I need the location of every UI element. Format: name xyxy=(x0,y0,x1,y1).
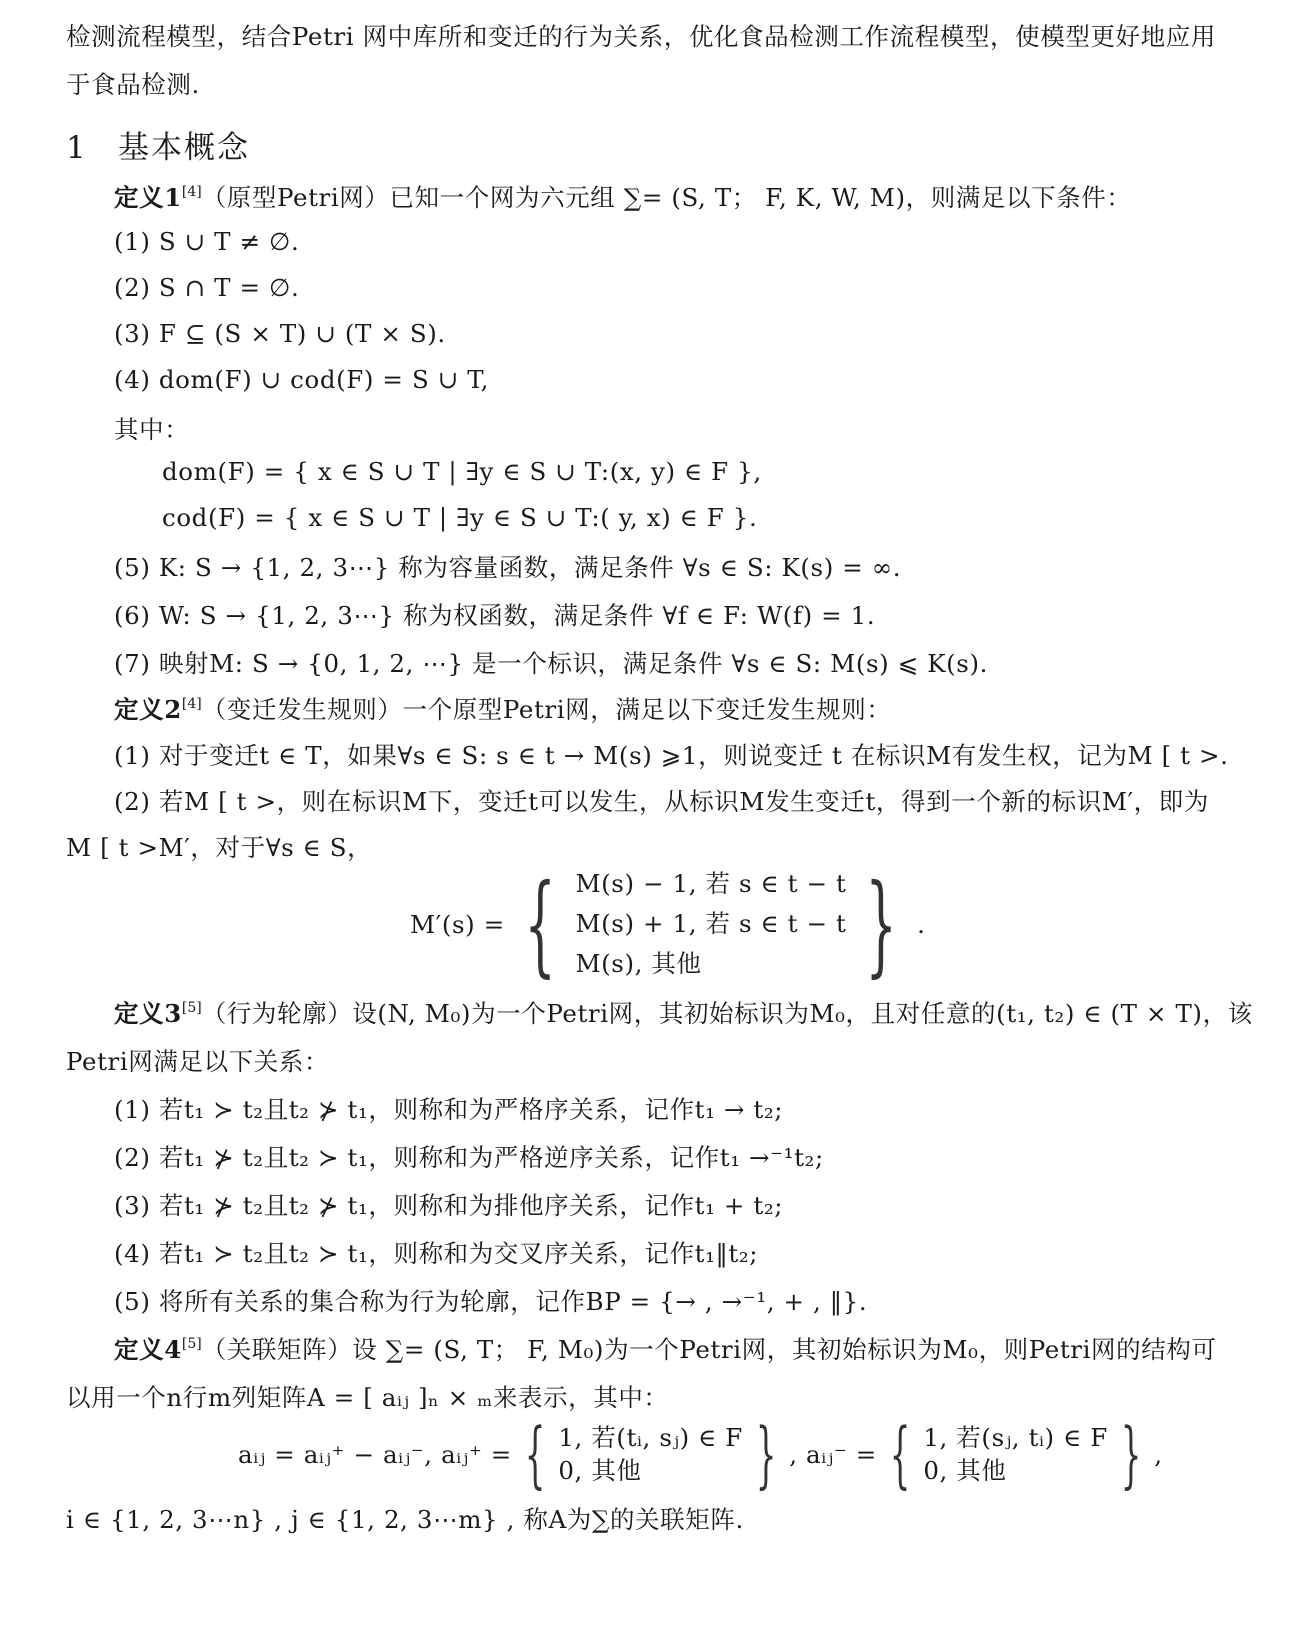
def3-text: （行为轮廓）设(N, M₀)为一个Petri网，其初始标识为M₀，且对任意的(t₁, t₂) ∈ (T × T)，该 xyxy=(201,999,1253,1028)
def3-ref: [5] xyxy=(181,1000,202,1016)
def2-piecewise-formula xyxy=(410,860,926,988)
def1-label: 定义1 xyxy=(114,183,182,212)
def4-cases-minus xyxy=(923,1421,1108,1487)
def3-item-2: (2) 若t₁ ⊁ t₂且t₂ ≻ t₁，则称和为严格逆序关系，记作t₁ →⁻¹t₂; xyxy=(114,1143,824,1172)
def2-tail: . xyxy=(917,909,926,939)
def4-text-2: 以用一个n行m列矩阵A = [ aᵢⱼ ]ₙ × ₘ来表示，其中： xyxy=(66,1383,669,1412)
def4-cases-plus xyxy=(558,1421,743,1487)
def4-ref: [5] xyxy=(181,1336,202,1352)
def1-cod-formula: cod(F) = { x ∈ S ∪ T | ∃y ∈ S ∪ T:( y, x) ∈ F }. xyxy=(162,503,758,532)
def4-heading xyxy=(114,1331,1217,1366)
def2-item-1: (1) 对于变迁t ∈ T，如果∀s ∈ S: s ∈ t → M(s) ⩾1，则说变迁 t 在标识M有发生权，记为M [ t >. xyxy=(114,741,1229,770)
def4-eq-lhs: aᵢⱼ = aᵢⱼ⁺ − aᵢⱼ⁻, aᵢⱼ⁺ = xyxy=(238,1439,512,1469)
def2-case-1: M(s) − 1, 若 s ∈ t − t xyxy=(575,869,847,898)
def2-lhs: M′(s) = xyxy=(410,909,505,939)
right-brace-minus: } xyxy=(1120,1412,1142,1496)
section-heading xyxy=(66,122,250,167)
intro-line-2: 于食品检测. xyxy=(66,70,200,99)
def4-eq-tail: , xyxy=(1154,1439,1163,1469)
section-title: 基本概念 xyxy=(118,130,250,166)
def4-case-minus-2: 0, 其他 xyxy=(923,1456,1007,1485)
def1-item-1: (1) S ∪ T ≠ ∅. xyxy=(114,227,300,256)
def1-item-7: (7) 映射M: S → {0, 1, 2, ⋯} 是一个标识，满足条件 ∀s ∈ S: M(s) ⩽ K(s). xyxy=(114,649,989,678)
def4-final: i ∈ {1, 2, 3⋯n} , j ∈ {1, 2, 3⋯m} , 称A为∑的关联矩阵. xyxy=(66,1505,744,1534)
def3-item-5: (5) 将所有关系的集合称为行为轮廓，记作BP = {→ , →⁻¹, + , ‖}. xyxy=(114,1287,868,1316)
left-brace-plus: { xyxy=(524,1412,546,1496)
section-number: 1 xyxy=(66,130,88,166)
def1-item-3: (3) F ⊆ (S × T) ∪ (T × S). xyxy=(114,319,446,348)
def4-incidence-formula xyxy=(238,1412,1163,1496)
def4-label: 定义4 xyxy=(114,1335,182,1364)
def1-text: （原型Petri网）已知一个网为六元组 ∑= (S, T； F, K, W, M)，则满足以下条件： xyxy=(201,183,1132,212)
def4-eq-mid: , aᵢⱼ⁻ = xyxy=(789,1439,877,1469)
left-brace: { xyxy=(524,860,557,988)
def2-cases xyxy=(575,864,846,984)
def2-heading xyxy=(114,691,891,726)
def1-item-5: (5) K: S → {1, 2, 3⋯} 称为容量函数，满足条件 ∀s ∈ S: K(s) = ∞. xyxy=(114,553,902,582)
def4-case-plus-2: 0, 其他 xyxy=(558,1456,642,1485)
intro-line-1: 检测流程模型，结合Petri 网中库所和变迁的行为关系，优化食品检测工作流程模型，使模型更好地应用 xyxy=(66,22,1216,51)
def4-case-plus-1: 1, 若(tᵢ, sⱼ) ∈ F xyxy=(558,1423,743,1452)
def2-text: （变迁发生规则）一个原型Petri网，满足以下变迁发生规则： xyxy=(201,695,892,724)
def1-ref: [4] xyxy=(181,184,202,200)
def2-item-2a: (2) 若M [ t >，则在标识M下，变迁t可以发生，从标识M发生变迁t，得到一个新的标识M′，即为 xyxy=(114,787,1209,816)
def3-item-3: (3) 若t₁ ⊁ t₂且t₂ ⊁ t₁，则称和为排他序关系，记作t₁ + t₂; xyxy=(114,1191,784,1220)
def1-heading xyxy=(114,179,1132,214)
def1-item-6: (6) W: S → {1, 2, 3⋯} 称为权函数，满足条件 ∀f ∈ F: W(f) = 1. xyxy=(114,601,876,630)
right-brace: } xyxy=(865,860,898,988)
def2-case-2: M(s) + 1, 若 s ∈ t − t xyxy=(575,909,847,938)
def2-label: 定义2 xyxy=(114,695,182,724)
def1-where: 其中： xyxy=(114,415,190,444)
left-brace-minus: { xyxy=(889,1412,911,1496)
def1-dom-formula: dom(F) = { x ∈ S ∪ T | ∃y ∈ S ∪ T:(x, y) ∈ F }, xyxy=(162,457,762,486)
def4-case-minus-1: 1, 若(sⱼ, tᵢ) ∈ F xyxy=(923,1423,1108,1452)
def3-text-2: Petri网满足以下关系： xyxy=(66,1047,330,1076)
def2-case-3: M(s), 其他 xyxy=(575,949,702,978)
def2-item-2b: M [ t >M′，对于∀s ∈ S， xyxy=(66,833,373,862)
def3-label: 定义3 xyxy=(114,999,182,1028)
def3-item-1: (1) 若t₁ ≻ t₂且t₂ ⊁ t₁，则称和为严格序关系，记作t₁ → t₂; xyxy=(114,1095,784,1124)
def1-item-2: (2) S ∩ T = ∅. xyxy=(114,273,300,302)
def4-text: （关联矩阵）设 ∑= (S, T； F, M₀)为一个Petri网，其初始标识为M₀，则Petri网的结构可 xyxy=(201,1335,1217,1364)
def3-item-4: (4) 若t₁ ≻ t₂且t₂ ≻ t₁，则称和为交叉序关系，记作t₁‖t₂; xyxy=(114,1239,759,1268)
def1-item-4: (4) dom(F) ∪ cod(F) = S ∪ T, xyxy=(114,365,489,394)
def3-heading xyxy=(114,995,1253,1030)
right-brace-plus: } xyxy=(755,1412,777,1496)
def2-ref: [4] xyxy=(181,696,202,712)
